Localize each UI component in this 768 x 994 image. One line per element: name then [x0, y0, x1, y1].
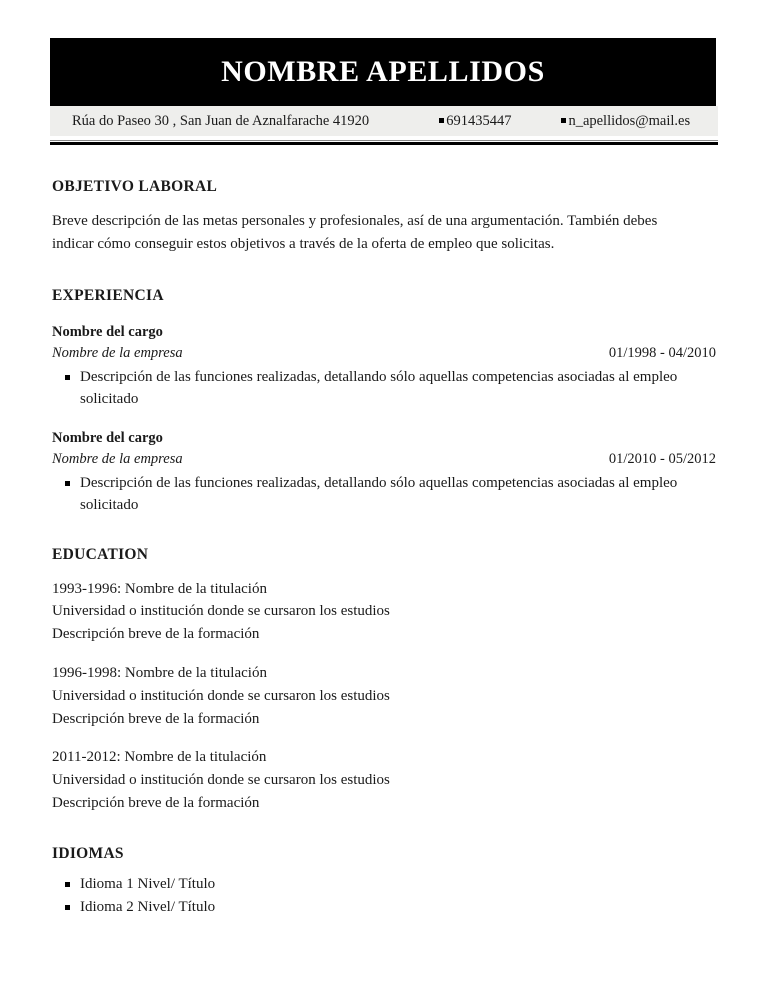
contact-bar	[50, 106, 718, 136]
section-languages	[52, 845, 716, 920]
job-company: Nombre de la empresa	[52, 450, 183, 467]
job-duty-item: Descripción de las funciones realizadas, detallando sólo aquellas competencias asociadas al empleo solicitado	[52, 366, 700, 411]
contact-phone-value: 691435447	[446, 112, 512, 129]
education-institution: Universidad o institución donde se cursaron los estudios	[52, 603, 390, 620]
education-degree: 1993-1996: Nombre de la titulación	[52, 580, 267, 597]
job-title: Nombre del cargo	[52, 429, 163, 446]
experience-entry	[52, 428, 716, 517]
job-meta	[52, 343, 716, 364]
job-meta	[52, 449, 716, 470]
name-banner	[50, 38, 716, 106]
section-education	[52, 546, 716, 815]
education-institution: Universidad o institución donde se cursaron los estudios	[52, 687, 390, 704]
languages-list	[52, 873, 716, 920]
contact-email	[561, 113, 690, 130]
experience-heading: EXPERIENCIA	[52, 286, 164, 304]
education-degree: 1996-1998: Nombre de la titulación	[52, 665, 267, 682]
education-entry	[52, 746, 716, 814]
resume-body	[52, 178, 716, 920]
job-duty-item: Descripción de las funciones realizadas, detallando sólo aquellas competencias asociadas al empleo solicitado	[52, 472, 700, 517]
square-bullet-icon	[561, 118, 566, 123]
education-institution: Universidad o institución donde se cursaron los estudios	[52, 772, 390, 789]
job-duties-list	[52, 366, 716, 411]
square-bullet-icon	[439, 118, 444, 123]
objective-heading: OBJETIVO LABORAL	[52, 178, 218, 195]
education-description: Descripción breve de la formación	[52, 710, 260, 727]
full-name: NOMBRE APELLIDOS	[221, 55, 545, 88]
contact-address: Rúa do Paseo 30 , San Juan de Aznalfarache 41920	[72, 112, 370, 129]
job-duties-list	[52, 472, 716, 517]
education-entry	[52, 662, 716, 730]
objective-text: Breve descripción de las metas personales y profesionales, así de una argumentación. También debes indicar cómo conseguir estos objetivos a través de la oferta de empleo que solicitas.	[52, 213, 658, 252]
section-objective	[52, 178, 716, 256]
education-description: Descripción breve de la formación	[52, 626, 260, 643]
resume-header	[50, 38, 718, 136]
education-degree: 2011-2012: Nombre de la titulación	[52, 749, 267, 766]
job-title: Nombre del cargo	[52, 323, 163, 340]
experience-entry	[52, 322, 716, 411]
contact-email-value: n_apellidos@mail.es	[568, 112, 691, 129]
languages-heading: IDIOMAS	[52, 844, 124, 862]
header-divider	[50, 140, 718, 145]
job-dates: 01/2010 - 05/2012	[608, 450, 716, 467]
education-entry	[52, 578, 716, 646]
section-experience	[52, 287, 716, 517]
language-item: Idioma 2 Nivel/ Título	[52, 896, 716, 919]
education-description: Descripción breve de la formación	[52, 795, 260, 812]
job-dates: 01/1998 - 04/2010	[608, 344, 716, 361]
contact-phone	[439, 113, 511, 130]
language-item: Idioma 1 Nivel/ Título	[52, 873, 716, 896]
job-company: Nombre de la empresa	[52, 344, 183, 361]
education-heading: EDUCATION	[52, 545, 149, 563]
